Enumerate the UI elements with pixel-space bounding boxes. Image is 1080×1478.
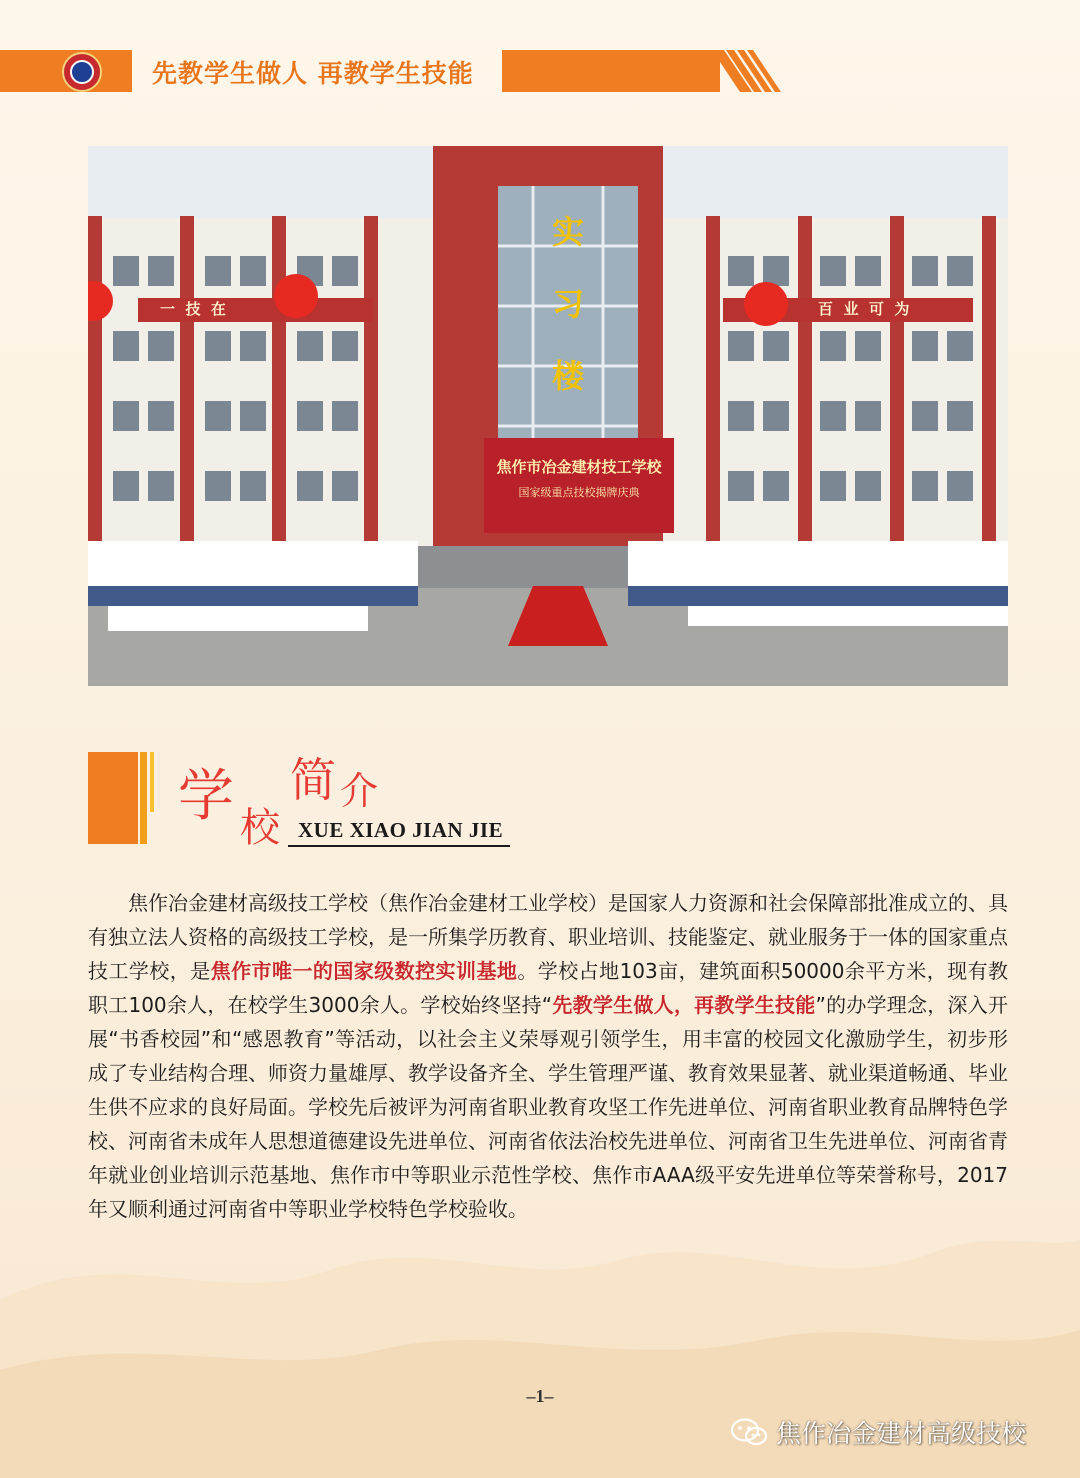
page-number: –1– (526, 1386, 554, 1406)
tower-char: 楼 (551, 357, 584, 395)
section-title-underline (288, 845, 510, 847)
header-slogan: 先教学生做人 再教学生技能 (152, 59, 474, 88)
wechat-watermark (730, 1414, 1026, 1450)
section-title-char: 简 (290, 753, 336, 807)
intro-highlight: 焦作市唯一的国家级数控实训基地 (210, 959, 518, 983)
section-title-char: 校 (240, 805, 280, 851)
school-logo-icon (62, 52, 102, 92)
section-accent-bar-thin (140, 752, 147, 844)
tower-sign (548, 196, 588, 412)
banner-right-text: 百 业 可 为 (818, 300, 910, 318)
header-band-right (502, 50, 720, 92)
section-accent-bar-thinner (150, 752, 154, 812)
campus-building-photo (88, 146, 1008, 686)
intro-text: ”的办学理念，深入开展“书香校园”和“感恩教育”等活动，以社会主义荣辱观引领学生，用丰富的校园文化激励学生，初步形成了专业结构合理、师资力量雄厚、教学设备齐全、学生管理严谨、教育效果显著、就业渠道畅通、毕业生供不应求的良好局面。学校先后被评为河南省职业教育攻坚工作先进单位、河南省职业教育品牌特色学校、河南省未成年人思想道德建设先进单位、河南省依法治校先进单位、河南省卫生先进单位、河南省青年就业创业培训示范基地、焦作市中等职业示范性学校、焦作市AAA级平安先进单位等荣誉称号，2017年又顺利通过河南省中等职业学校特色学校验收。 (88, 993, 1008, 1221)
section-title-pinyin: XUE XIAO JIAN JIE (298, 818, 504, 842)
stage-subtitle: 国家级重点技校揭牌庆典 (518, 486, 640, 499)
section-title-char: 学 (178, 764, 234, 829)
watermark-text: 焦作冶金建材高级技校 (776, 1419, 1027, 1448)
section-title-char: 介 (340, 769, 379, 813)
intro-text: 焦作冶金建材高级技工学校（焦作冶金建材工业学校）是国家人力资源和社会保障部批准成立的、具有独立法人资格的高级技工学校，是一所集学历教育、职业培训、技能鉴定、就业服务于一体的国家重点技工学校，是 (88, 891, 1008, 983)
school-intro-paragraph (88, 886, 1008, 1226)
intro-highlight: 先教学生做人，再教学生技能 (552, 993, 816, 1017)
wechat-icon (730, 1417, 768, 1447)
stage-title: 焦作市冶金建材技工学校 (496, 458, 662, 476)
intro-text: 。学校占地103亩，建筑面积50000余平方米，现有教职工100余人，在校学生3000余人。学校始终坚持“ (88, 959, 1009, 1017)
section-accent-bar (88, 752, 138, 844)
banner-left-text: 一 技 在 (160, 300, 226, 318)
header-stripes (712, 50, 782, 92)
tower-char: 习 (551, 285, 584, 323)
tower-char: 实 (551, 213, 584, 251)
